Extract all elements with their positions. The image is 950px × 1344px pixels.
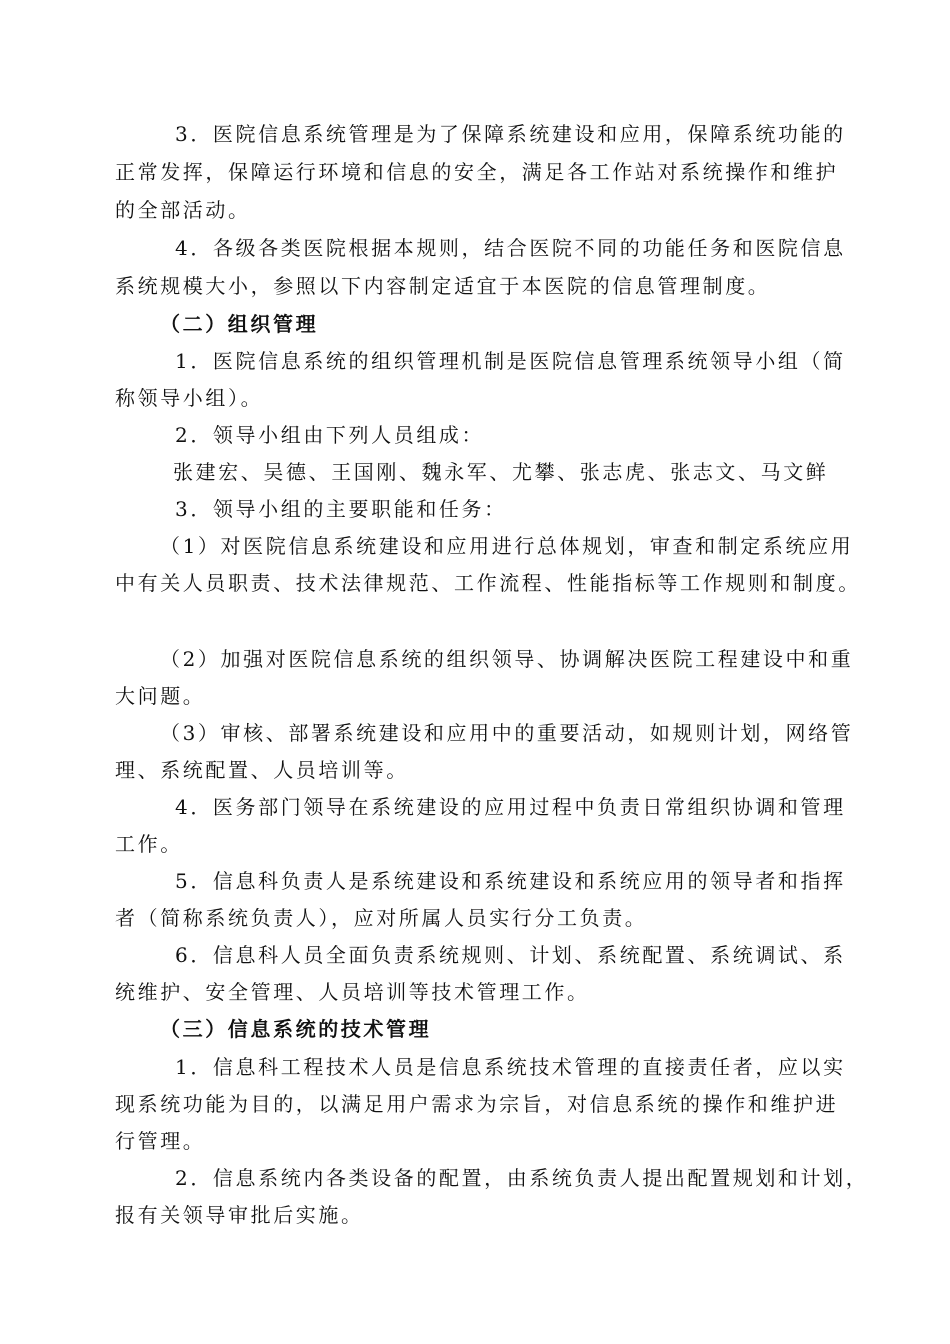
org-para-4-line-2: 工作。 <box>115 832 183 856</box>
item-1-line-2: 中有关人员职责、技术法律规范、工作流程、性能指标等工作规则和制度。 <box>115 571 861 595</box>
member-list: 张建宏、吴德、王国刚、魏永军、尤攀、张志虎、张志文、马文鲜 <box>173 460 829 484</box>
item-3-line-1: （3）审核、部署系统建设和应用中的重要活动，如规则计划，网络管 <box>160 721 854 745</box>
tech-para-2-line-2: 报有关领导审批后实施。 <box>115 1203 364 1227</box>
para-4-line-1: 4．各级各类医院根据本规则，结合医院不同的功能任务和医院信息 <box>175 236 846 260</box>
tech-para-2-line-1: 2．信息系统内各类设备的配置，由系统负责人提出配置规划和计划， <box>175 1166 869 1190</box>
org-para-3: 3．领导小组的主要职能和任务： <box>175 497 507 521</box>
tech-para-1-line-1: 1．信息科工程技术人员是信息系统技术管理的直接责任者，应以实 <box>175 1055 846 1079</box>
section-heading-technical: （三）信息系统的技术管理 <box>160 1017 432 1041</box>
tech-para-1-line-3: 行管理。 <box>115 1129 206 1153</box>
item-3-line-2: 理、系统配置、人员培训等。 <box>115 758 409 782</box>
tech-para-1-line-2: 现系统功能为目的，以满足用户需求为宗旨，对信息系统的操作和维护进 <box>115 1092 839 1116</box>
org-para-1-line-1: 1．医院信息系统的组织管理机制是医院信息管理系统领导小组（简 <box>175 349 846 373</box>
item-2-line-1: （2）加强对医院信息系统的组织领导、协调解决医院工程建设中和重 <box>160 647 854 671</box>
item-1-line-1: （1）对医院信息系统建设和应用进行总体规划，审查和制定系统应用 <box>160 534 854 558</box>
para-4-line-2: 系统规模大小，参照以下内容制定适宜于本医院的信息管理制度。 <box>115 274 771 298</box>
org-para-6-line-1: 6．信息科人员全面负责系统规则、计划、系统配置、系统调试、系 <box>175 943 846 967</box>
org-para-5-line-2: 者（简称系统负责人），应对所属人员实行分工负责。 <box>115 906 648 930</box>
org-para-2: 2．领导小组由下列人员组成： <box>175 423 485 447</box>
para-3-line-1: 3．医院信息系统管理是为了保障系统建设和应用，保障系统功能的 <box>175 122 846 146</box>
org-para-4-line-1: 4．医务部门领导在系统建设的应用过程中负责日常组织协调和管理 <box>175 795 846 819</box>
section-heading-organization: （二）组织管理 <box>160 312 319 336</box>
para-3-line-3: 的全部活动。 <box>115 198 251 222</box>
para-3-line-2: 正常发挥，保障运行环境和信息的安全，满足各工作站对系统操作和维护 <box>115 160 839 184</box>
org-para-5-line-1: 5．信息科负责人是系统建设和系统建设和系统应用的领导者和指挥 <box>175 869 846 893</box>
item-2-line-2: 大问题。 <box>115 684 206 708</box>
org-para-1-line-2: 称领导小组）。 <box>115 386 264 410</box>
org-para-6-line-2: 统维护、安全管理、人员培训等技术管理工作。 <box>115 980 590 1004</box>
